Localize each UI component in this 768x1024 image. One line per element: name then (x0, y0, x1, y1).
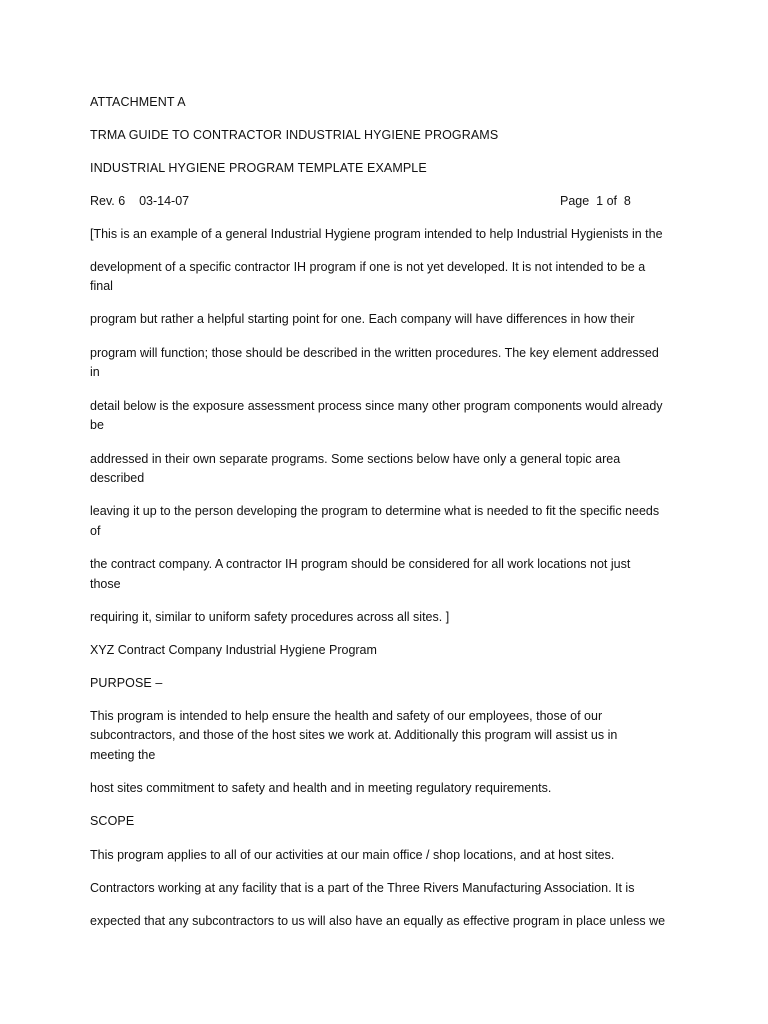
intro-line: detail below is the exposure assessment process since many other program components would already (90, 399, 663, 413)
intro-line: development of a specific contractor IH program if one is not yet developed. It is not intended to be a (90, 260, 646, 274)
intro-line: the contract company. A contractor IH program should be considered for all work locations not just (90, 557, 631, 571)
intro-line: program will function; those should be described in the written procedures. The key element addressed (90, 346, 659, 360)
guide-title: TRMA GUIDE TO CONTRACTOR INDUSTRIAL HYGIENE PROGRAMS (90, 128, 499, 142)
intro-line: be (90, 418, 104, 432)
purpose-line: This program is intended to help ensure the health and safety of our employees, those of our (90, 709, 603, 723)
purpose-heading: PURPOSE – (90, 676, 163, 690)
purpose-line: subcontractors, and those of the host sites we work at. Additionally this program will assist us in (90, 728, 618, 742)
intro-line: of (90, 524, 101, 538)
intro-line: program but rather a helpful starting point for one. Each company will have differences in how their (90, 312, 635, 326)
intro-line: [This is an example of a general Industrial Hygiene program intended to help Industrial Hygienists in the (90, 227, 663, 241)
revision-date: Rev. 6 03-14-07 (90, 194, 190, 208)
attachment-label: ATTACHMENT A (90, 95, 186, 109)
scope-line: expected that any subcontractors to us will also have an equally as effective program in place unless we (90, 914, 666, 928)
template-title: INDUSTRIAL HYGIENE PROGRAM TEMPLATE EXAMPLE (90, 161, 427, 175)
intro-line: described (90, 471, 145, 485)
intro-line: final (90, 279, 113, 293)
intro-line: in (90, 365, 100, 379)
intro-line: those (90, 577, 121, 591)
purpose-line: meeting the (90, 748, 156, 762)
program-title: XYZ Contract Company Industrial Hygiene Program (90, 643, 377, 657)
scope-heading: SCOPE (90, 814, 135, 828)
purpose-line: host sites commitment to safety and health and in meeting regulatory requirements. (90, 781, 552, 795)
intro-line: requiring it, similar to uniform safety procedures across all sites. ] (90, 610, 450, 624)
scope-line: Contractors working at any facility that is a part of the Three Rivers Manufacturing Association. It is (90, 881, 635, 895)
intro-line: addressed in their own separate programs. Some sections below have only a general topic area (90, 452, 621, 466)
scope-line: This program applies to all of our activities at our main office / shop locations, and at host sites. (90, 848, 615, 862)
intro-line: leaving it up to the person developing the program to determine what is needed to fit the specific needs (90, 504, 660, 518)
page-indicator: Page 1 of 8 (560, 194, 631, 208)
